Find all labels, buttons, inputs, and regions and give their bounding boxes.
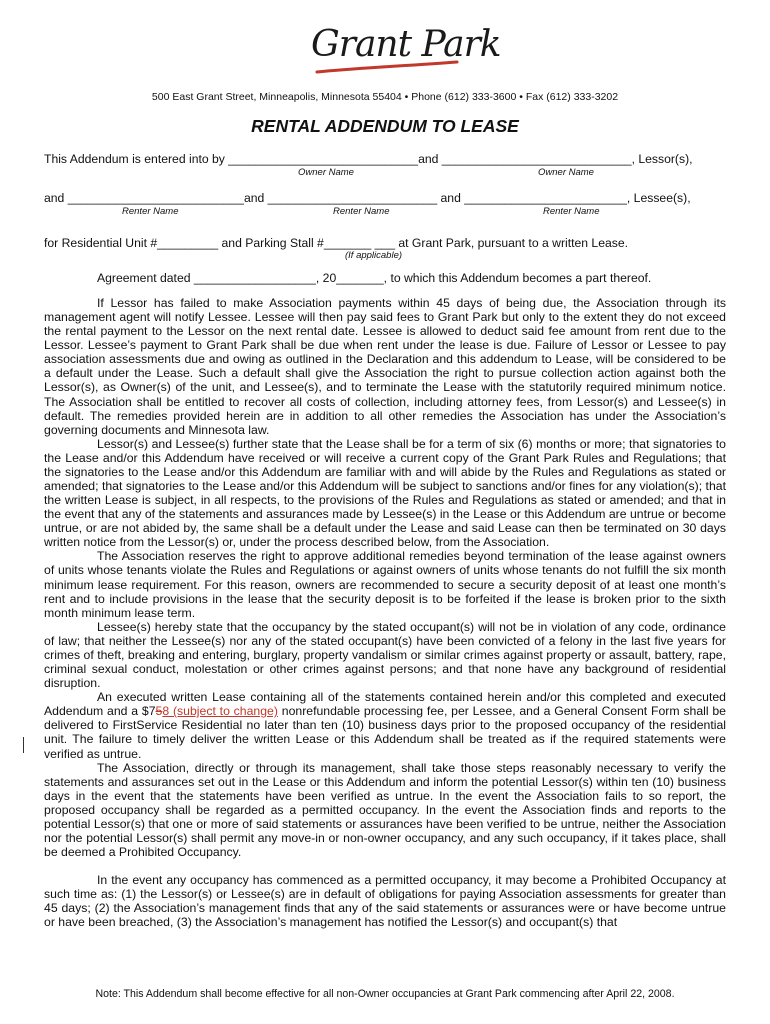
owner-name-caption: Owner Name (538, 167, 594, 178)
paragraph-lease-term: Lessor(s) and Lessee(s) further state that the Lease shall be for a term of six (6) months or more; that signatories to the Lease and/or this Addendum have received or will receive a current copy of the Grant Park Rules and Regulations; that the signatories to the Lease and/or this Addendum are familiar with and will abide by the Rules and Regulations as stated or amended; that signatories to the Lease and/or this Addendum will be subject to sanctions and/or fines for any violation(s); that the written Lease is subject, in all respects, to the provisions of the Rules and Regulations as stated or amended; and that in the event that any of the statements and assurances made by Lessee(s) in the Lease or this Addendum are untrue or become untrue, or are not abided by, the same shall be a default under the Lease and said Lease can then be terminated on 30 days written notice from the Lessor(s) or, under the process described below, from the Association. (44, 436, 726, 550)
company-address: 500 East Grant Street, Minneapolis, Minnesota 55404 • Phone (612) 333-3600 • Fax (612) 333-3202 (151, 91, 619, 103)
unit-parking-line: for Residential Unit #_________ and Parking Stall #_______ ___ at Grant Park, pursuant to a written Lease. (44, 236, 629, 250)
if-applicable-caption: (If applicable) (345, 250, 403, 261)
deleted-revision: 5 (155, 704, 163, 719)
agreement-date-line: Agreement dated __________________, 20_______, to which this Addendum becomes a part thereof. (97, 271, 652, 285)
addendum-parties-line: This Addendum is entered into by ____________________________and ____________________________, Lessor(s), (44, 152, 693, 166)
fee-text-before: An executed written Lease containing all of the statements contained herein and/or this completed and executed Addendum and a $7 (44, 690, 726, 719)
footer-note: Note: This Addendum shall become effective for all non-Owner occupancies at Grant Park commencing after April 22, 2008. (95, 988, 675, 1000)
paragraph-occupant-statement: Lessee(s) hereby state that the occupancy by the stated occupant(s) will not be in violation of any code, ordinance of law; that neither the Lessee(s) nor any of the stated occupant(s) have been convicted of a felony in the last five years for crimes of theft, breaking and entering, burglary, property vandalism or similar crimes against property or assault, battery, rape, criminal sexual conduct, molestation or other crimes against persons; and that none have any background of residential disruption. (44, 619, 726, 691)
renter-name-caption: Renter Name (122, 206, 179, 217)
grant-park-logo (305, 24, 501, 84)
document-title: RENTAL ADDENDUM TO LEASE (251, 116, 519, 136)
owner-name-caption: Owner Name (298, 167, 354, 178)
addendum-body (44, 296, 726, 929)
fee-text-after: nonrefundable processing fee, per Lessee, and a General Consent Form shall be delivered to FirstService Residential no later than ten (10) business days prior to the proposed occupancy of the residential unit. The failure to timely deliver the written Lease or this Addendum shall be treated as if the required statements were verified as untrue. (44, 704, 726, 761)
paragraph-executed-lease (44, 690, 726, 760)
revision-change-bar (23, 737, 24, 753)
logo-wordmark: Grant Park (311, 24, 501, 65)
paragraph-association-payments: If Lessor has failed to make Association payments within 45 days of being due, the Association through its management agent will notify Lessee. Lessee will then pay said fees to Grant Park but only to the extent they do not exceed the rental payment to the Lessor on the next rental date. Lessee is allowed to deduct said fee amount from rent due to the Lessor. Lessee’s payment to Grant Park shall be due when rent under the lease is due. Failure of Lessor or Lessee to pay association assessments due and owing as outlined in the Declaration and this addendum to Lease, will be considered to be a default under the Lease. Such a default shall give the Association the right to pursue collection action against both the Lessor(s), as Owner(s) of the unit, and Lessee(s), and to terminate the Lease with the statutorily required minimum notice. The Association shall be entitled to recover all costs of collection, including attorney fees, from Lessor(s) and Lessee(s) in default. The remedies provided herein are in addition to all other remedies the Association has under the Association’s governing documents and Minnesota law. (44, 296, 726, 437)
paragraph-prohibited-occupancy: In the event any occupancy has commenced as a permitted occupancy, it may become a Prohibited Occupancy at such time as: (1) the Lessor(s) or Lessee(s) are in default of obligations for paying Association assessments for greater than 45 days; (2) the Association’s management finds that any of the said statements or assurances were or have become untrue or have been breached, (3) the Association’s management has notified the Lessor(s) and occupant(s) that (44, 873, 726, 930)
paragraph-verification: The Association, directly or through its management, shall take those steps reasonably necessary to verify the statements and assurances set out in the Lease or this Addendum and inform the potential Lessor(s) within ten (10) business days in the event that the statements have been verified as untrue. In the event the Association fails to so report, the proposed occupancy shall be regarded as a permitted occupancy. In the event the Association finds and reports to the potential Lessor(s) that one or more of said statements or assurances have been verified to be untrue, neither the Association nor the potential Lessor(s) shall permit any move-in or non-owner occupancy, and any such occupancy, if it takes place, shall be deemed a Prohibited Occupancy. (44, 760, 726, 860)
inserted-revision: 8 (subject to change) (162, 704, 278, 719)
renter-name-caption: Renter Name (543, 206, 600, 217)
renter-name-caption: Renter Name (333, 206, 390, 217)
paragraph-additional-remedies: The Association reserves the right to approve additional remedies beyond termination of the lease against owners of units whose tenants violate the Rules and Regulations or against owners of units whose tenants do not fulfill the six month minimum lease requirement. For this reason, owners are recommended to secure a security deposit of at least one month’s rent and to include provisions in the lease that the security deposit is to be forfeited if the lease is broken prior to the sixth month minimum lease term. (44, 549, 726, 620)
lessee-names-line: and __________________________and _________________________ and ________________________, Lessee(s), (44, 191, 691, 205)
